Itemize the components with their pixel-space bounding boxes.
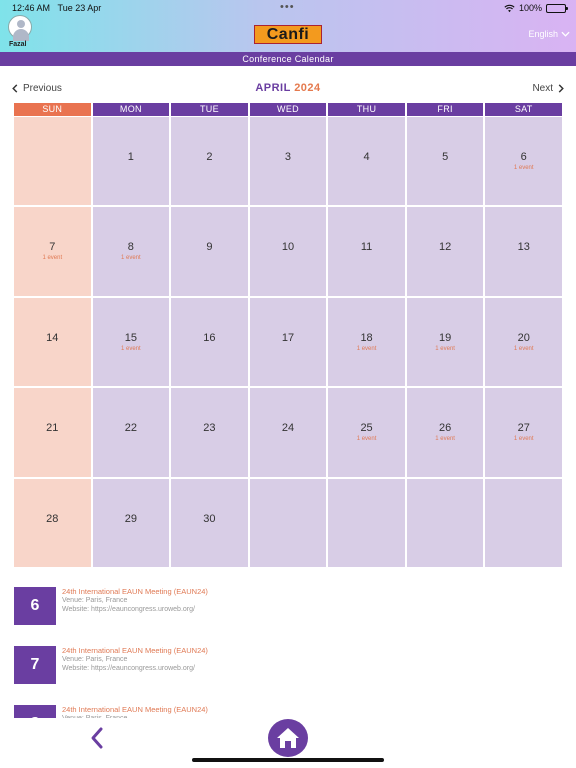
event-count: 1 event — [513, 436, 534, 443]
day-number: 2 — [206, 151, 213, 163]
page-title-bar — [0, 52, 576, 66]
day-number: 10 — [281, 241, 295, 254]
battery-percent: 100% — [518, 3, 542, 13]
status-indicators — [504, 3, 566, 13]
day-number: 5 — [442, 151, 449, 163]
chevron-right-icon — [558, 84, 564, 93]
calendar-day-cell[interactable] — [93, 117, 170, 205]
user-avatar-icon[interactable] — [8, 15, 32, 39]
day-number: 14 — [46, 331, 59, 344]
calendar-day-cell[interactable] — [485, 388, 562, 476]
wifi-icon — [504, 4, 515, 13]
calendar-day-cell[interactable] — [14, 207, 91, 295]
weekday-wed: WED — [250, 103, 327, 116]
weekday-thu: THU — [328, 103, 405, 116]
calendar-day-cell[interactable] — [250, 298, 327, 386]
event-count: 1 event — [435, 345, 455, 352]
day-number: 13 — [517, 241, 530, 254]
app-header — [0, 0, 576, 52]
calendar-day-cell[interactable] — [328, 117, 405, 205]
calendar-day-cell[interactable] — [14, 388, 91, 476]
day-number: 27 — [517, 422, 530, 435]
weekday-header — [14, 103, 562, 116]
calendar-day-cell[interactable] — [171, 388, 248, 476]
calendar-day-cell[interactable] — [171, 298, 248, 386]
event-list — [14, 585, 562, 718]
event-list-item[interactable] — [14, 585, 562, 625]
weekday-sun: SUN — [14, 103, 91, 116]
bottom-navigation — [0, 718, 576, 768]
calendar-day-cell[interactable] — [250, 117, 327, 205]
day-number: 8 — [127, 241, 134, 254]
calendar-day-cell[interactable] — [407, 207, 484, 295]
calendar-day-cell[interactable] — [250, 207, 327, 295]
day-number: 16 — [203, 331, 216, 344]
calendar-day-cell[interactable] — [407, 298, 484, 386]
back-button[interactable] — [84, 725, 110, 751]
day-number: 4 — [363, 151, 370, 163]
day-number: 26 — [439, 422, 452, 435]
calendar-day-cell[interactable] — [171, 207, 248, 295]
calendar-grid — [14, 117, 562, 567]
calendar-day-cell — [328, 479, 405, 567]
calendar-day-cell[interactable] — [93, 479, 170, 567]
calendar-day-cell[interactable] — [14, 298, 91, 386]
calendar-day-cell[interactable] — [485, 117, 562, 205]
day-number: 25 — [360, 422, 373, 435]
event-date-badge: 7 — [14, 646, 56, 684]
language-label: English — [528, 29, 558, 39]
calendar-day-cell[interactable] — [328, 207, 405, 295]
day-number: 15 — [124, 331, 137, 344]
day-number: 11 — [360, 241, 373, 254]
event-count: 1 event — [356, 345, 377, 352]
next-month-button[interactable] — [532, 83, 564, 94]
calendar-day-cell[interactable] — [485, 298, 562, 386]
year-label: 2024 — [294, 82, 321, 94]
event-venue: Venue: Paris, France — [62, 597, 128, 604]
event-count: 1 event — [513, 165, 534, 171]
next-label: Next — [532, 83, 553, 94]
day-number: 22 — [124, 422, 137, 435]
calendar-day-cell[interactable] — [93, 298, 170, 386]
day-number: 18 — [360, 331, 373, 344]
home-button[interactable] — [268, 719, 308, 757]
day-number: 28 — [46, 512, 59, 525]
calendar-day-cell — [407, 479, 484, 567]
status-time: 12:46 AM Tue 23 Apr — [12, 3, 102, 13]
event-date-badge: 6 — [14, 587, 56, 625]
app-logo — [254, 25, 322, 44]
calendar-day-cell[interactable] — [328, 298, 405, 386]
event-count: 1 event — [435, 436, 455, 443]
day-number: 6 — [520, 151, 527, 163]
calendar-day-cell — [14, 117, 91, 205]
day-number: 21 — [46, 422, 59, 435]
weekday-sat: SAT — [485, 103, 562, 116]
event-title: 24th International EAUN Meeting (EAUN24) — [62, 646, 208, 655]
day-number: 3 — [284, 151, 292, 163]
day-number: 12 — [439, 241, 452, 254]
day-number: 23 — [203, 422, 216, 435]
event-count: 1 event — [513, 345, 534, 352]
day-number: 7 — [49, 241, 56, 254]
calendar-day-cell — [250, 479, 327, 567]
day-number: 30 — [203, 512, 216, 525]
calendar-day-cell[interactable] — [407, 117, 484, 205]
language-selector[interactable] — [528, 29, 570, 39]
month-title — [0, 82, 576, 94]
day-number: 17 — [281, 331, 295, 344]
event-count: 1 event — [121, 255, 141, 262]
multitask-dots-icon[interactable]: ••• — [280, 1, 295, 13]
avatar-body — [13, 29, 29, 41]
event-list-item[interactable] — [14, 644, 562, 684]
event-website[interactable]: Website: https://eauncongress.uroweb.org/ — [62, 606, 195, 613]
home-indicator — [192, 758, 384, 762]
logo-text: Canfi — [266, 25, 310, 43]
weekday-mon: MON — [93, 103, 170, 116]
home-icon — [275, 726, 301, 750]
month-navigation — [0, 80, 576, 98]
chevron-left-icon — [90, 727, 104, 749]
event-title: 24th International EAUN Meeting (EAUN24) — [62, 587, 208, 596]
calendar-day-cell[interactable] — [93, 388, 170, 476]
user-name: Fazal — [9, 41, 27, 48]
day-number: 9 — [206, 241, 213, 254]
day-number: 19 — [439, 331, 452, 344]
avatar-head — [17, 20, 25, 28]
calendar-day-cell[interactable] — [171, 479, 248, 567]
day-number: 1 — [127, 151, 134, 163]
event-website[interactable]: Website: https://eauncongress.uroweb.org/ — [62, 665, 195, 672]
battery-icon — [546, 4, 566, 13]
calendar-day-cell[interactable] — [407, 388, 484, 476]
day-number: 20 — [517, 331, 530, 344]
calendar-day-cell[interactable] — [485, 207, 562, 295]
calendar-day-cell[interactable] — [14, 479, 91, 567]
event-count: 1 event — [121, 345, 141, 352]
chevron-down-icon — [561, 31, 570, 37]
page-title: Conference Calendar — [242, 54, 334, 64]
event-count: 1 event — [42, 255, 63, 262]
event-venue: Venue: Paris, France — [62, 656, 128, 663]
weekday-fri: FRI — [407, 103, 484, 116]
calendar-day-cell[interactable] — [93, 207, 170, 295]
calendar-day-cell[interactable] — [171, 117, 248, 205]
calendar-day-cell[interactable] — [250, 388, 327, 476]
day-number: 24 — [281, 422, 295, 435]
weekday-tue: TUE — [171, 103, 248, 116]
event-count: 1 event — [356, 436, 377, 443]
calendar-day-cell — [485, 479, 562, 567]
calendar-day-cell[interactable] — [328, 388, 405, 476]
month-name: APRIL — [255, 82, 291, 94]
day-number: 29 — [124, 512, 137, 525]
event-title: 24th International EAUN Meeting (EAUN24) — [62, 705, 208, 714]
previous-label: Previous — [23, 83, 62, 94]
